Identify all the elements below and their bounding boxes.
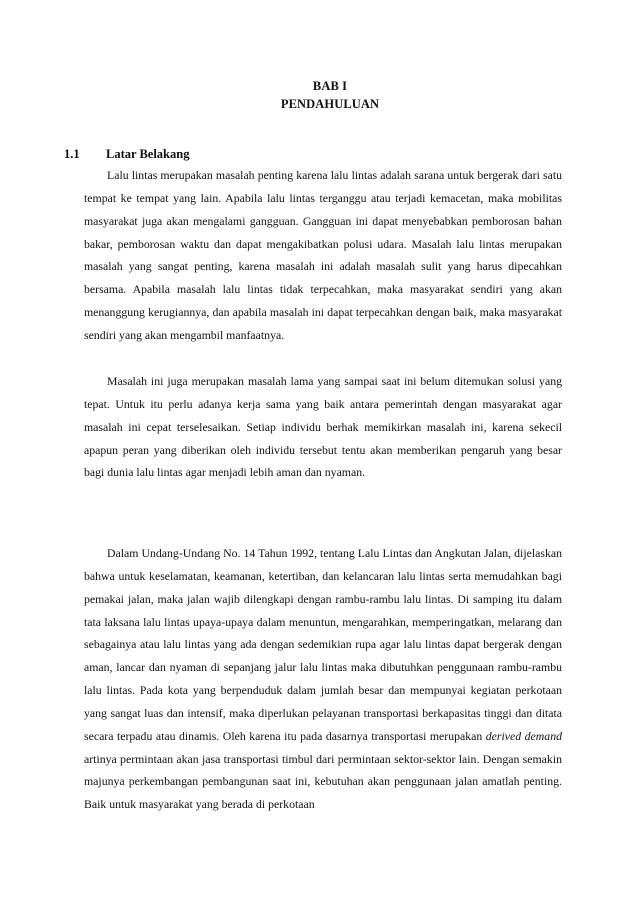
paragraph-1: Lalu lintas merupakan masalah penting karena lalu lintas adalah sarana untuk bergerak dari satu tempat ke tempat yang lain. Apabila lalu lintas terganggu atau terjadi kemacetan, maka mobilitas masyarakat juga akan mengalami gangguan. Gangguan ini dapat menyebabkan pemborosan bahan bakar, pemborosan waktu dan dapat mengakibatkan polusi udara. Masalah lalu lintas merupakan masalah yang sangat penting, karena masalah ini adalah masalah sulit yang harus dipecahkan bersama. Apabila masalah lalu lintas tidak terpecahkan, maka masyarakat sendiri yang akan menanggung kerugiannya, dan apabila masalah ini dapat terpecahkan dengan baik, maka masyarakat sendiri yang akan mengambil manfaatnya. [84,168,562,342]
italic-term: derived demand [485,728,563,743]
paragraph-3 [84,542,562,816]
chapter-title: PENDAHULUAN [280,97,380,111]
section-title: Latar Belakang [106,147,190,161]
section-number: 1.1 [64,147,80,161]
section-heading [64,147,189,162]
paragraph-3-text-start: Dalam Undang-Undang No. 14 Tahun 1992, tentang Lalu Lintas dan Angkutan Jalan, dijelaskan bahwa untuk keselamatan, keamanan, ketertiban, dan kelancaran lalu lintas serta memudahkan bagi pemakai jalan, maka jalan wajib dilengkapi dengan rambu-rambu lalu lintas. Di samping itu dalam tata laksana lalu lintas upaya-upaya dalam menuntun, mengarahkan, memperingatkan, melarang dan sebagainya atau lalu lintas yang ada dengan sedemikian rupa agar lalu lintas dapat bergerak dengan aman, lancar dan nyaman di sepanjang jalur lalu lintas maka dibutuhkan penggunaan rambu-rambu lalu lintas. Pada kota yang berpenduduk dalam jumlah besar dan mempunyai kegiatan perkotaan yang sangat luas dan intensif, maka diperlukan pelayanan transportasi berkapasitas tinggi dan ditata secara terpadu atau dinamis. Oleh karena itu pada dasarnya transportasi merupakan [84,546,562,743]
chapter-label: BAB I [312,79,348,93]
paragraph-2: Masalah ini juga merupakan masalah lama yang sampai saat ini belum ditemukan solusi yang tepat. Untuk itu perlu adanya kerja sama yang baik antara pemerintah dengan masyarakat agar masalah ini cepat terselesaikan. Setiap individu berhak memikirkan masalah ini, karena sekecil apapun peran yang diberikan oleh individu tersebut tentu akan memberikan pengaruh yang besar bagi dunia lalu lintas agar menjadi lebih aman dan nyaman. [84,374,562,480]
paragraph-3-text-end: artinya permintaan akan jasa transportasi timbul dari permintaan sektor-sektor lain. Dengan semakin majunya perkembangan pembangunan saat ini, kebutuhan akan penggunaan jalan amatlah penting. Baik untuk masyarakat yang berada di perkotaan [84,751,562,812]
